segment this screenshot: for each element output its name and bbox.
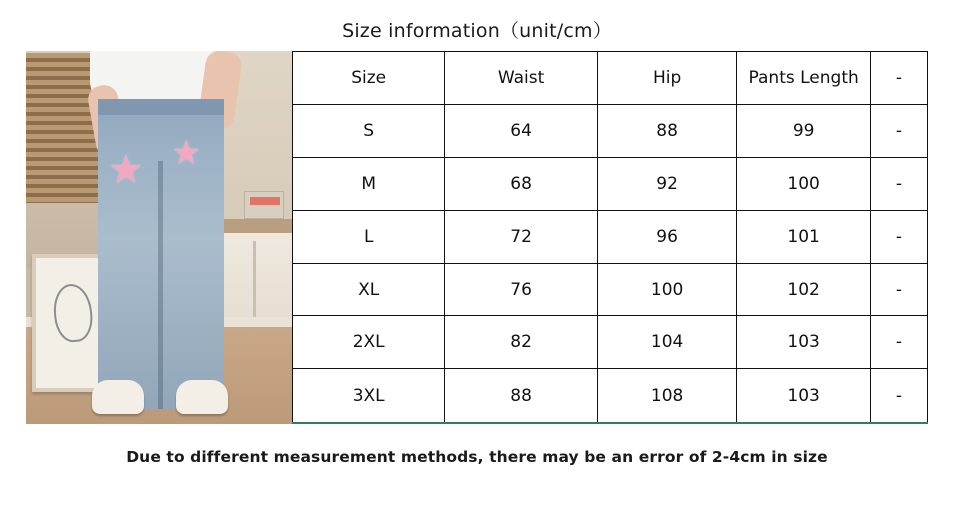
cell-extra: - xyxy=(870,263,927,316)
cell-pants-length: 103 xyxy=(737,369,870,423)
cell-size: M xyxy=(293,157,445,210)
cell-extra: - xyxy=(870,210,927,263)
table-row xyxy=(293,157,928,210)
product-photo xyxy=(26,51,292,424)
cell-waist: 82 xyxy=(445,316,597,369)
cell-hip: 108 xyxy=(597,369,737,423)
measurement-disclaimer: Due to different measurement methods, there may be an error of 2-4cm in size xyxy=(126,448,828,466)
photo-left-shoe xyxy=(92,380,144,414)
cell-pants-length: 103 xyxy=(737,316,870,369)
cell-pants-length: 101 xyxy=(737,210,870,263)
table-row xyxy=(293,104,928,157)
chart-content-row xyxy=(26,51,928,424)
photo-jeans xyxy=(98,99,224,409)
cell-extra: - xyxy=(870,369,927,423)
cell-pants-length: 102 xyxy=(737,263,870,316)
photo-right-shoe xyxy=(176,380,228,414)
cell-waist: 64 xyxy=(445,104,597,157)
cell-hip: 100 xyxy=(597,263,737,316)
cell-waist: 88 xyxy=(445,369,597,423)
table-header-row xyxy=(293,52,928,105)
cell-extra: - xyxy=(870,316,927,369)
cell-waist: 76 xyxy=(445,263,597,316)
cell-pants-length: 100 xyxy=(737,157,870,210)
cell-hip: 92 xyxy=(597,157,737,210)
cell-extra: - xyxy=(870,104,927,157)
cell-waist: 68 xyxy=(445,157,597,210)
photo-box-label xyxy=(250,197,280,205)
cell-hip: 96 xyxy=(597,210,737,263)
cell-pants-length: 99 xyxy=(737,104,870,157)
cell-extra: - xyxy=(870,157,927,210)
column-header-pants-length: Pants Length xyxy=(737,52,870,105)
column-header-extra: - xyxy=(870,52,927,105)
table-row xyxy=(293,369,928,423)
cell-hip: 88 xyxy=(597,104,737,157)
table-row xyxy=(293,316,928,369)
star-patch-icon: ★ xyxy=(171,133,202,173)
cell-size: L xyxy=(293,210,445,263)
photo-frame-artwork xyxy=(51,282,95,344)
cell-size: S xyxy=(293,104,445,157)
page-title: Size information（unit/cm） xyxy=(342,20,612,42)
cell-size: XL xyxy=(293,263,445,316)
cell-waist: 72 xyxy=(445,210,597,263)
size-table-wrapper xyxy=(292,51,928,424)
column-header-waist: Waist xyxy=(445,52,597,105)
table-row xyxy=(293,263,928,316)
size-table xyxy=(292,51,928,424)
star-patch-icon: ★ xyxy=(108,147,144,193)
column-header-hip: Hip xyxy=(597,52,737,105)
column-header-size: Size xyxy=(293,52,445,105)
photo-jeans-waistband xyxy=(98,99,224,115)
cell-hip: 104 xyxy=(597,316,737,369)
table-row xyxy=(293,210,928,263)
cell-size: 3XL xyxy=(293,369,445,423)
photo-box xyxy=(244,191,284,219)
cell-size: 2XL xyxy=(293,316,445,369)
